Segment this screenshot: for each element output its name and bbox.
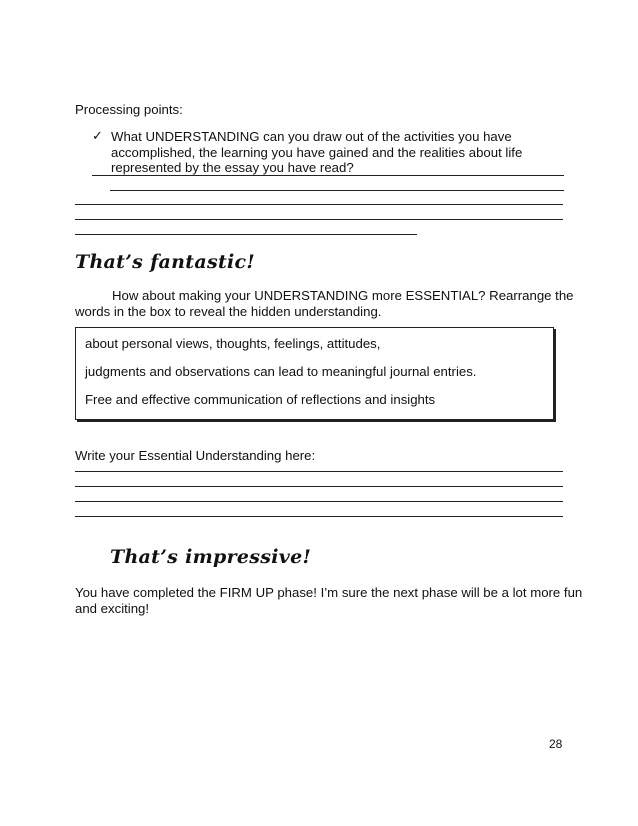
completion-message-line-2: and exciting! <box>75 601 150 616</box>
completion-message-line-1: You have completed the FIRM UP phase! I’m sure the next phase will be a lot more fun <box>75 585 583 600</box>
answer-line[interactable] <box>75 204 563 205</box>
word-box <box>75 327 554 420</box>
fantastic-title: That’s fantastic! <box>75 251 256 273</box>
checkmark-icon: ✓ <box>92 129 103 144</box>
answer-line[interactable] <box>75 219 563 220</box>
question-line-1: What UNDERSTANDING can you draw out of the activities you have <box>111 129 512 144</box>
answer-line[interactable] <box>75 234 417 235</box>
instruction-line-1: How about making your UNDERSTANDING more ESSENTIAL? Rearrange the <box>112 288 574 303</box>
word-box-phrase: about personal views, thoughts, feelings, attitudes, <box>85 336 381 351</box>
essential-prompt: Write your Essential Understanding here: <box>75 448 316 463</box>
impressive-title: That’s impressive! <box>110 546 312 568</box>
answer-line[interactable] <box>75 501 563 502</box>
answer-line[interactable] <box>75 471 563 472</box>
answer-line[interactable] <box>75 486 563 487</box>
page-number: 28 <box>549 737 563 751</box>
answer-line[interactable] <box>92 175 564 176</box>
word-box-phrase: Free and effective communication of reflections and insights <box>85 392 436 407</box>
question-line-3: represented by the essay you have read? <box>111 160 354 175</box>
question-line-2: accomplished, the learning you have gained and the realities about life <box>111 145 523 160</box>
answer-line[interactable] <box>110 190 564 191</box>
processing-heading: Processing points: <box>75 102 183 117</box>
answer-line[interactable] <box>75 516 563 517</box>
word-box-phrase: judgments and observations can lead to meaningful journal entries. <box>85 364 477 379</box>
instruction-line-2: words in the box to reveal the hidden understanding. <box>75 304 382 319</box>
